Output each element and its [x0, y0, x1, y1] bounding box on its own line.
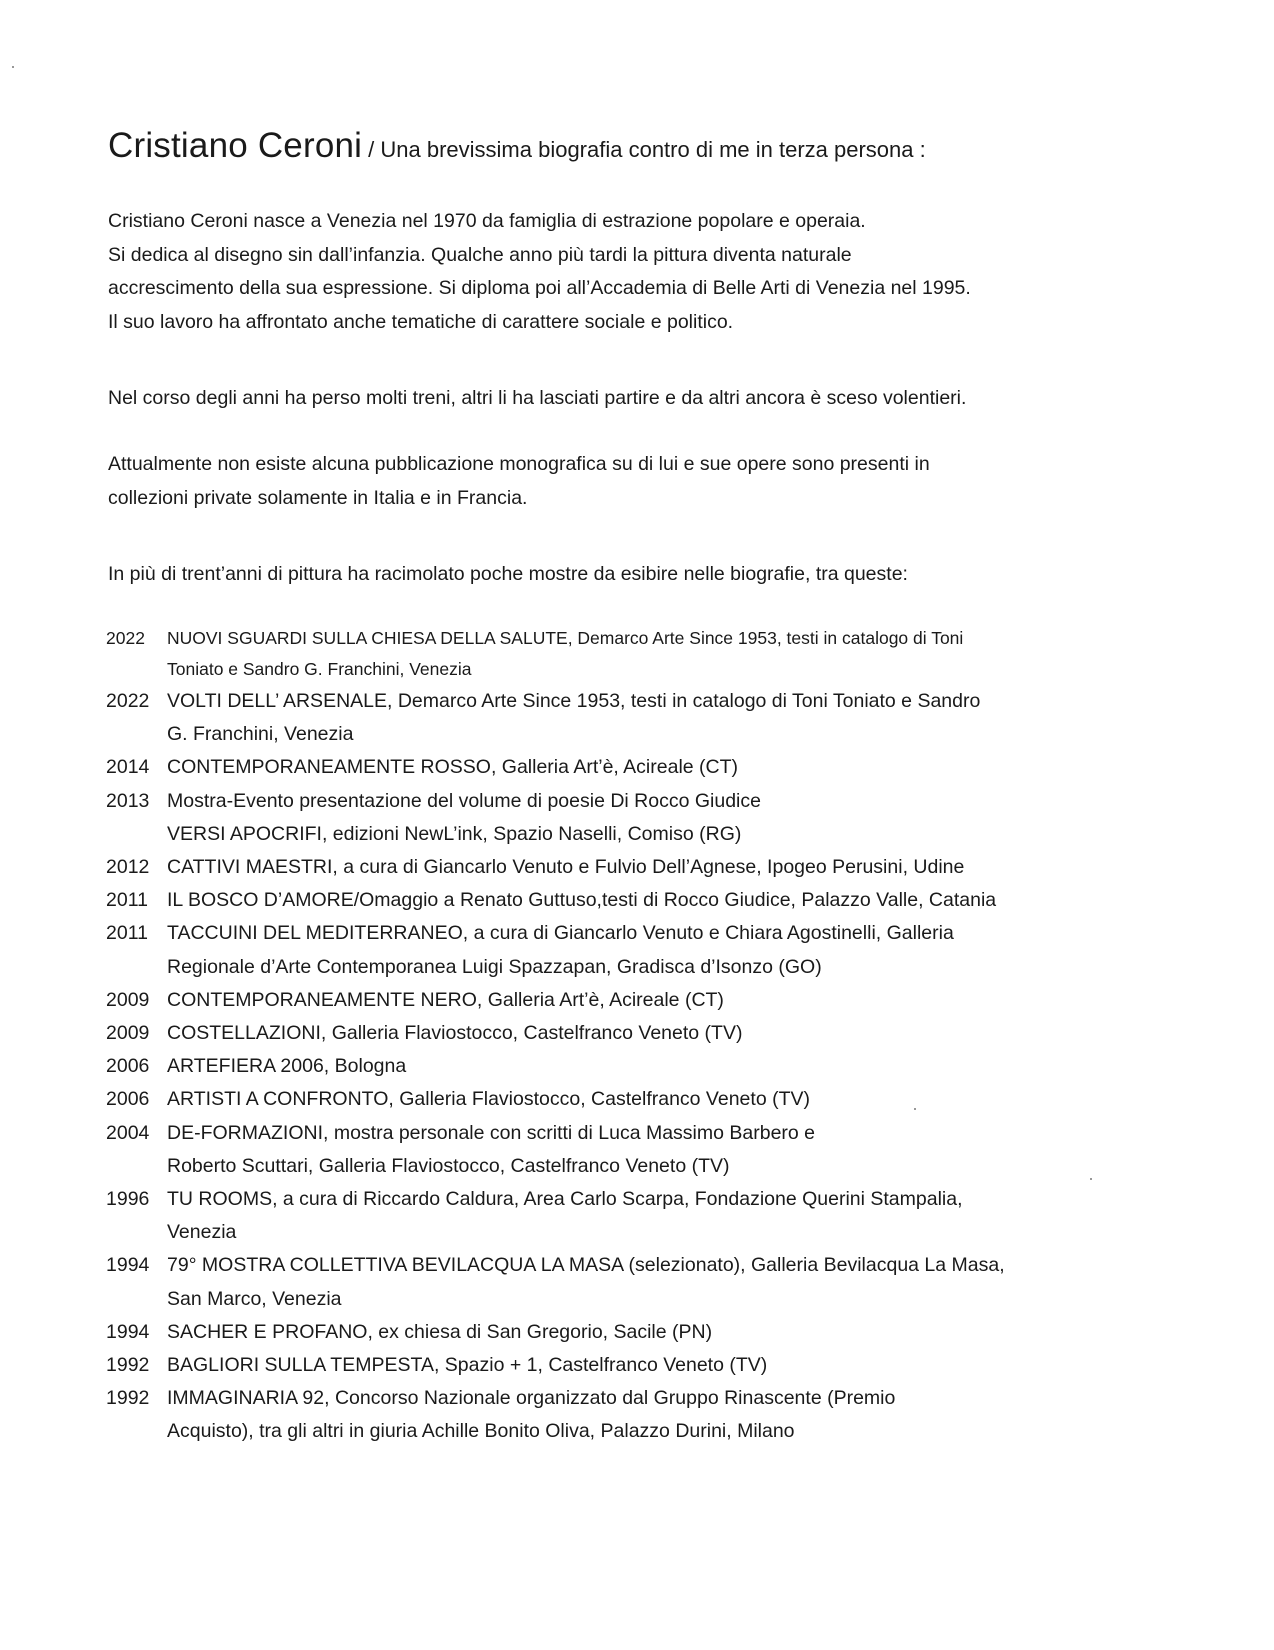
- exhibition-line: VERSI APOCRIFI, edizioni NewL’ink, Spazio Naselli, Comiso (RG): [167, 822, 742, 845]
- exhibition-line: BAGLIORI SULLA TEMPESTA, Spazio + 1, Castelfranco Veneto (TV): [167, 1354, 768, 1377]
- exhibition-description: [167, 751, 738, 784]
- scan-speck: [1090, 1178, 1092, 1180]
- exhibition-year: 2004: [106, 1121, 150, 1144]
- exhibition-item: [106, 884, 1005, 917]
- exhibition-description: [167, 884, 996, 917]
- exhibition-line: CONTEMPORANEAMENTE NERO, Galleria Art’è, Acireale (CT): [167, 988, 724, 1011]
- text-line: collezioni private solamente in Italia e in Francia.: [108, 486, 528, 509]
- exhibition-line: ARTEFIERA 2006, Bologna: [167, 1055, 407, 1078]
- exhibition-description: [167, 1117, 815, 1183]
- exhibition-item: [106, 984, 1005, 1017]
- exhibition-line: IL BOSCO D’AMORE/Omaggio a Renato Guttuso,testi di Rocco Giudice, Palazzo Valle, Catania: [167, 889, 997, 912]
- exhibition-description: [167, 1249, 1005, 1315]
- exhibition-line: Toniato e Sandro G. Franchini, Venezia: [167, 659, 472, 679]
- exhibition-line: NUOVI SGUARDI SULLA CHIESA DELLA SALUTE, Demarco Arte Since 1953, testi in catalogo di Toni: [167, 628, 964, 648]
- exhibition-line: San Marco, Venezia: [167, 1287, 342, 1310]
- exhibition-description: [167, 851, 964, 884]
- exhibition-item: [106, 1083, 1005, 1116]
- exhibition-year: 2006: [106, 1055, 150, 1078]
- exhibition-line: G. Franchini, Venezia: [167, 723, 354, 746]
- exhibition-line: Mostra-Evento presentazione del volume di poesie Di Rocco Giudice: [167, 789, 761, 812]
- bio-paragraph-exhibitions-intro: [108, 558, 908, 592]
- exhibition-description: [167, 685, 980, 751]
- exhibition-year: 2013: [106, 789, 150, 812]
- exhibition-line: COSTELLAZIONI, Galleria Flaviostocco, Castelfranco Veneto (TV): [167, 1022, 743, 1045]
- exhibition-item: [106, 685, 1005, 751]
- exhibition-item: [106, 1017, 1005, 1050]
- exhibition-year: 2022: [106, 628, 145, 648]
- exhibition-item: [106, 623, 1005, 685]
- exhibition-line: VOLTI DELL’ ARSENALE, Demarco Arte Since 1953, testi in catalogo di Toni Toniato e Sandro: [167, 690, 981, 712]
- exhibition-item: [106, 1249, 1005, 1315]
- text-line: accrescimento della sua espressione. Si diploma poi all’Accademia di Belle Arti di Venezia nel 1995.: [108, 277, 971, 299]
- text-line: Nel corso degli anni ha perso molti treni, altri li ha lasciati partire e da altri ancora è sceso volentieri.: [108, 387, 967, 409]
- exhibition-year: 2022: [106, 690, 150, 712]
- scan-speck: [914, 1108, 916, 1110]
- exhibition-description: [167, 1050, 406, 1083]
- document-title: [108, 126, 926, 166]
- text-line: Attualmente non esiste alcuna pubblicazione monografica su di lui e sue opere sono presenti in: [108, 453, 930, 475]
- bio-paragraph-trains: [108, 382, 966, 416]
- bio-paragraph-birth: [108, 205, 971, 339]
- exhibition-item: [106, 917, 1005, 983]
- exhibition-year: 1994: [106, 1254, 150, 1277]
- exhibition-line: 79° MOSTRA COLLETTIVA BEVILACQUA LA MASA (selezionato), Galleria Bevilacqua La Masa,: [167, 1254, 1005, 1277]
- exhibition-line: CONTEMPORANEAMENTE ROSSO, Galleria Art’è, Acireale (CT): [167, 756, 739, 779]
- exhibition-description: [167, 984, 724, 1017]
- exhibition-item: [106, 1382, 1005, 1448]
- exhibition-item: [106, 1050, 1005, 1083]
- exhibition-description: [167, 1382, 895, 1448]
- exhibition-line: Venezia: [167, 1221, 237, 1244]
- exhibition-line: TU ROOMS, a cura di Riccardo Caldura, Area Carlo Scarpa, Fondazione Querini Stampalia,: [167, 1188, 963, 1211]
- exhibition-item: [106, 1316, 1005, 1349]
- exhibition-description: [167, 917, 954, 983]
- exhibition-line: Roberto Scuttari, Galleria Flaviostocco, Castelfranco Veneto (TV): [167, 1154, 730, 1177]
- exhibition-year: 2011: [106, 922, 148, 945]
- exhibition-description: [167, 1183, 963, 1249]
- exhibition-item: [106, 1183, 1005, 1249]
- exhibition-description: [167, 1349, 767, 1382]
- exhibition-year: 1996: [106, 1188, 150, 1211]
- exhibition-line: DE-FORMAZIONI, mostra personale con scritti di Luca Massimo Barbero e: [167, 1121, 816, 1144]
- exhibition-description: [167, 623, 963, 685]
- exhibition-year: 2012: [106, 856, 150, 879]
- exhibition-line: ARTISTI A CONFRONTO, Galleria Flaviostocco, Castelfranco Veneto (TV): [167, 1088, 810, 1111]
- exhibition-line: CATTIVI MAESTRI, a cura di Giancarlo Venuto e Fulvio Dell’Agnese, Ipogeo Perusini, Udine: [167, 856, 965, 879]
- exhibition-description: [167, 1017, 742, 1050]
- text-line: Cristiano Ceroni nasce a Venezia nel 1970 da famiglia di estrazione popolare e operaia.: [108, 210, 866, 232]
- exhibition-year: 1994: [106, 1320, 150, 1343]
- text-line: Il suo lavoro ha affrontato anche tematiche di carattere sociale e politico.: [108, 310, 734, 333]
- exhibition-year: 1992: [106, 1387, 150, 1410]
- author-name: Cristiano Ceroni: [108, 126, 363, 165]
- exhibition-list: [106, 623, 1005, 1449]
- title-subtitle: / Una brevissima biografia contro di me in terza persona :: [368, 137, 926, 162]
- text-line: In più di trent’anni di pittura ha racimolato poche mostre da esibire nelle biografie, tra queste:: [108, 563, 908, 585]
- exhibition-line: SACHER E PROFANO, ex chiesa di San Gregorio, Sacile (PN): [167, 1320, 713, 1343]
- exhibition-line: Acquisto), tra gli altri in giuria Achille Bonito Oliva, Palazzo Durini, Milano: [167, 1420, 795, 1443]
- exhibition-item: [106, 751, 1005, 784]
- exhibition-line: Regionale d’Arte Contemporanea Luigi Spazzapan, Gradisca d’Isonzo (GO): [167, 955, 822, 978]
- exhibition-year: 1992: [106, 1354, 150, 1377]
- exhibition-year: 2006: [106, 1088, 150, 1111]
- exhibition-line: TACCUINI DEL MEDITERRANEO, a cura di Giancarlo Venuto e Chiara Agostinelli, Galleria: [167, 922, 954, 945]
- exhibition-item: [106, 1349, 1005, 1382]
- exhibition-item: [106, 851, 1005, 884]
- exhibition-item: [106, 785, 1005, 851]
- scan-speck: [12, 66, 14, 68]
- exhibition-description: [167, 1316, 712, 1349]
- bio-paragraph-collections: [108, 448, 930, 515]
- exhibition-description: [167, 785, 761, 851]
- exhibition-item: [106, 1117, 1005, 1183]
- exhibition-description: [167, 1083, 810, 1116]
- exhibition-line: IMMAGINARIA 92, Concorso Nazionale organizzato dal Gruppo Rinascente (Premio: [167, 1387, 896, 1410]
- exhibition-year: 2009: [106, 988, 150, 1011]
- exhibition-year: 2009: [106, 1022, 150, 1045]
- text-line: Si dedica al disegno sin dall’infanzia. Qualche anno più tardi la pittura diventa naturale: [108, 243, 852, 266]
- exhibition-year: 2014: [106, 756, 150, 779]
- exhibition-year: 2011: [106, 889, 148, 912]
